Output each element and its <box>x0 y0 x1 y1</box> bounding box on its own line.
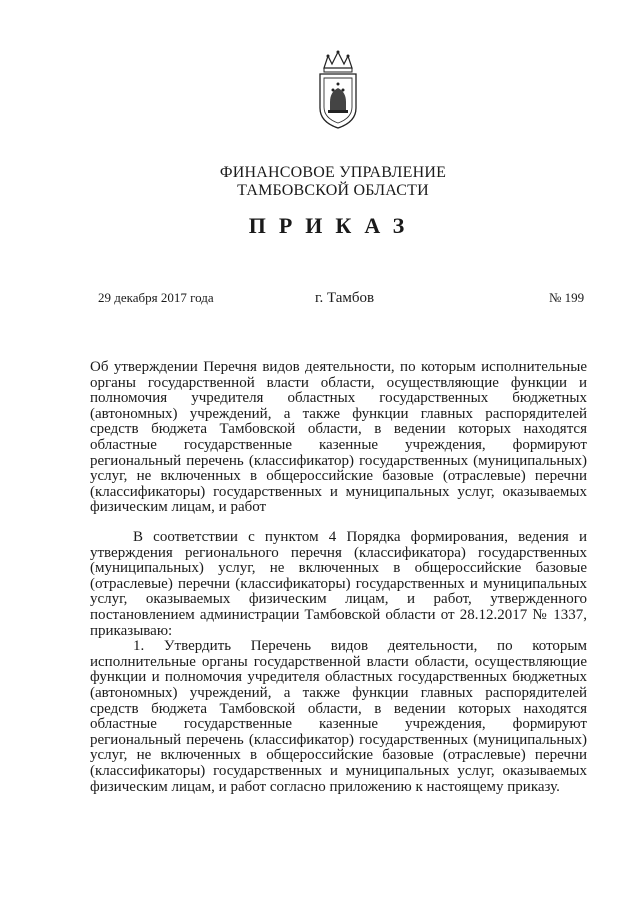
document-type-title: ПРИКАЗ <box>248 213 418 238</box>
preamble-paragraph: В соответствии с пунктом 4 Порядка формирования, ведения и утверждения регионального перечня (классификатора) государственных (муниципальных) услуг, не включенных в общероссийские базовые (отраслевые) перечни (классификаторы) государственных и муниципальных услуг, оказываемых физическим лицам, и работ, утвержденного постановлением администрации Тамбовской области от 28.12.2017 № 1337, приказываю: <box>90 529 587 639</box>
organization-name-line1: ФИНАНСОВОЕ УПРАВЛЕНИЕ <box>219 164 447 181</box>
document-subject: Об утверждении Перечня видов деятельности, по которым исполнительные органы государственной власти области, осуществляющие функции и полномочия учредителя областных государственных бюджетных (автономных) учреждений, а также функции главных распорядителей средств бюджета Тамбовской области, в ведении которых находятся областные государственные казенные учреждения, формируют региональный перечень (классификатор) государственных (муниципальных) услуг, не включенных в общероссийские базовые (отраслевые) перечни (классификаторы) государственных и муниципальных услуг, оказываемых физическим лицам, и работ <box>90 359 587 516</box>
coat-of-arms-icon <box>316 50 360 130</box>
document-city: г. Тамбов <box>315 290 375 306</box>
document-date: 29 декабря 2017 года <box>98 290 214 305</box>
document-body <box>90 530 587 795</box>
organization-name-line2: ТАМБОВСКОЙ ОБЛАСТИ <box>237 182 429 199</box>
order-item-1: 1. Утвердить Перечень видов деятельности, по которым исполнительные органы государственной власти области, осуществляющие функции и полномочия учредителя областных государственных бюджетных (автономных) учреждений, а также функции главных распорядителей средств бюджета Тамбовской области, в ведении которых находятся областные государственные казенные учреждения, формируют региональный перечень (классификатор) государственных (муниципальных) услуг, не включенных в общероссийские базовые (отраслевые) перечни (классификаторы) государственных и муниципальных услуг, оказываемых физическим лицам, и работ согласно приложению к настоящему приказу. <box>90 638 587 795</box>
document-number: № 199 <box>549 290 585 305</box>
